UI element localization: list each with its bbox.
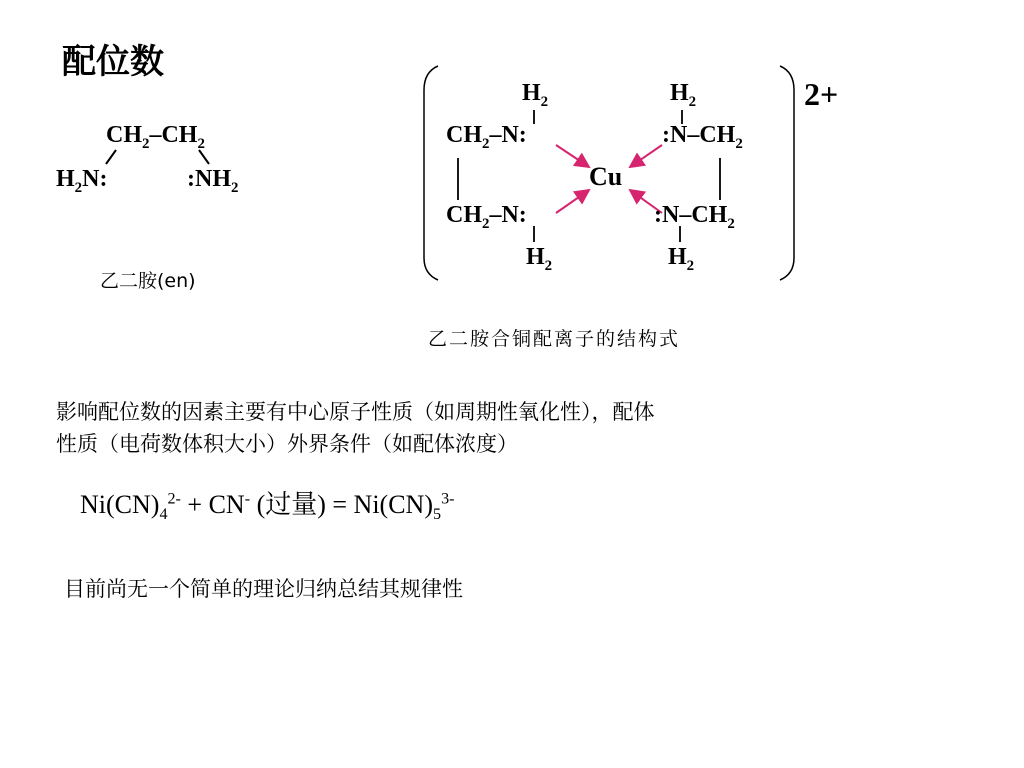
en-ch2-ch2: $CH_2-CH_2$ — [106, 122, 205, 152]
complex-h2-bottom-left: $H_2$ — [526, 244, 553, 274]
complex-upper-left-group: $CH_2-N$: — [446, 122, 527, 152]
en-h2n: $H_2N$: — [56, 166, 108, 196]
complex-lower-right-group: $:N-CH_2$ — [654, 202, 735, 232]
complex-caption: 乙二胺合铜配离子的结构式 — [428, 328, 681, 350]
complex-structure-lines — [0, 0, 1024, 320]
complex-upper-right-group: $:N-CH_2$ — [662, 122, 743, 152]
complex-h2-bottom-right: $H_2$ — [668, 244, 695, 274]
paragraph-line-2: 性质（电荷数体积大小）外界条件（如配体浓度） — [56, 432, 518, 456]
en-nh2: $:NH_2$ — [187, 166, 239, 196]
complex-h2-top-left: $H_2$ — [522, 80, 549, 110]
complex-charge: 2+ — [804, 76, 839, 112]
paragraph-line-1: 影响配位数的因素主要有中心原子性质（如周期性氧化性），配体 — [56, 400, 655, 424]
slide-title: 配位数 — [62, 42, 164, 82]
en-caption: 乙二胺(en) — [100, 270, 196, 292]
complex-metal-center: Cu — [589, 162, 623, 191]
complex-lower-left-group: $CH_2-N$: — [446, 202, 527, 232]
reaction-equation: $Ni(CN)_4^{2-} + CN^-$ (过量) = $Ni(CN)_5^{3-}$ — [80, 490, 455, 524]
conclusion-text: 目前尚无一个简单的理论归纳总结其规律性 — [64, 577, 463, 601]
complex-h2-top-right: $H_2$ — [670, 80, 697, 110]
